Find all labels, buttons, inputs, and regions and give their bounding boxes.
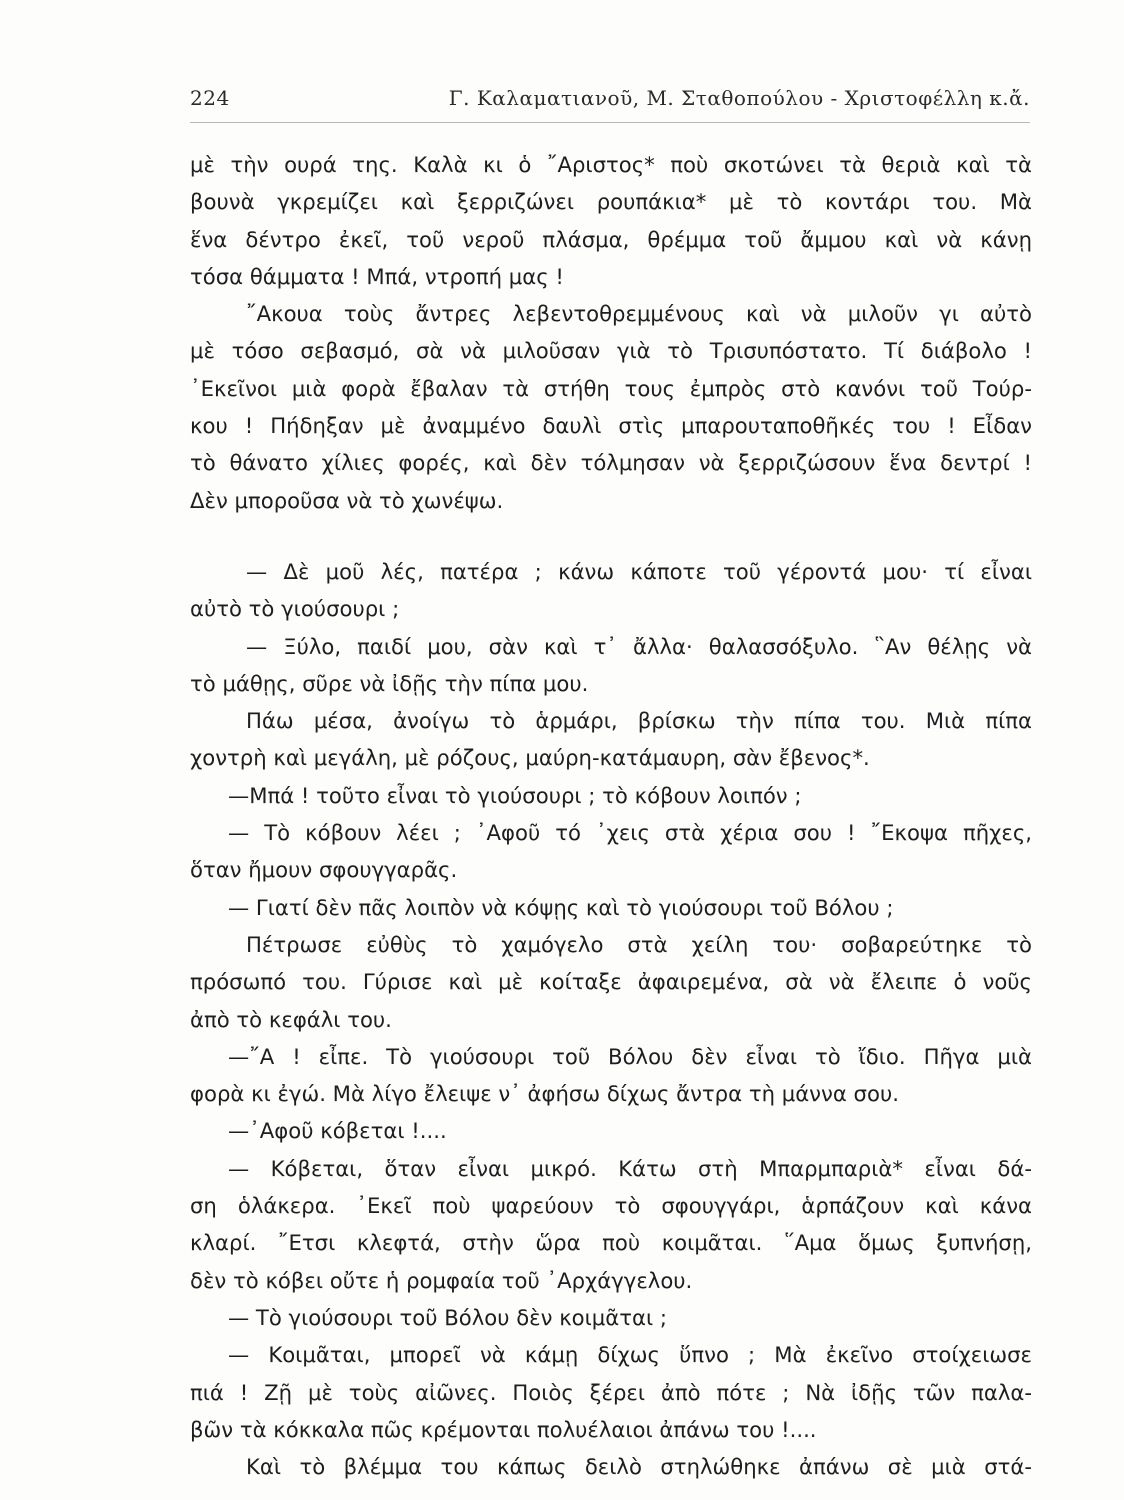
- dialogue-line: φορὰ κι ἐγώ. Μὰ λίγο ἔλειψε ν᾿ ἀφήσω δίχως ἄντρα τὴ μάννα σου.: [190, 1081, 899, 1107]
- dialogue-line: βῶν τὰ κόκκαλα πῶς κρέμονται πολυέλαιοι ἀπάνω του !....: [190, 1416, 817, 1442]
- text-line: ἕνα δέντρο ἐκεῖ, τοῦ νεροῦ πλάσμα, θρέμμα τοῦ ἄμμου καὶ νὰ κάνῃ: [190, 226, 1032, 252]
- body-text: [190, 146, 1032, 1485]
- dialogue-line: — Κοιμᾶται, μπορεῖ νὰ κάμῃ δίχως ὕπνο ; Μὰ ἐκεῖνο στοίχειωσε: [228, 1342, 1032, 1368]
- dialogue-line: αὐτὸ τὸ γιούσουρι ;: [190, 596, 400, 622]
- text-line: τόσα θάμματα ! Μπά, ντροπή μας !: [190, 263, 564, 289]
- text-line: βουνὰ γκρεμίζει καὶ ξερριζώνει ρουπάκια* μὲ τὸ κοντάρι του. Μὰ: [190, 189, 1032, 215]
- dialogue-line: Πάω μέσα, ἀνοίγω τὸ ἁρμάρι, βρίσκω τὴν πίπα του. Μιὰ πίπα: [246, 708, 1032, 734]
- text-line: μὲ τὴν ουρά της. Καλὰ κι ὁ ῎Αριστος* ποὺ σκοτώνει τὰ θεριὰ καὶ τὰ: [190, 152, 1032, 177]
- dialogue-line: — Ξύλο, παιδί μου, σὰν καὶ τ᾿ ἄλλα· θαλασσόξυλο. ῝Αν θέλῃς νὰ: [246, 633, 1032, 659]
- dialogue-line: —᾿Αφοῦ κόβεται !....: [228, 1118, 447, 1144]
- dialogue-line: —Μπά ! τοῦτο εἶναι τὸ γιούσουρι ; τὸ κόβουν λοιπόν ;: [228, 782, 802, 808]
- dialogue-line: Πέτρωσε εὐθὺς τὸ χαμόγελο στὰ χείλη του· σοβαρεύτηκε τὸ: [246, 931, 1032, 957]
- dialogue-line: ση ὁλάκερα. ᾿Εκεῖ ποὺ ψαρεύουν τὸ σφουγγάρι, ἁρπάζουν καὶ κάνα: [190, 1193, 1032, 1219]
- dialogue-line: ὅταν ἤμουν σφουγγαρᾶς.: [190, 857, 458, 883]
- dialogue-line: χοντρὴ καὶ μεγάλη, μὲ ρόζους, μαύρη-κατάμαυρη, σὰν ἔβενος*.: [190, 745, 870, 771]
- page-header: [190, 80, 1030, 116]
- dialogue-line: τὸ μάθῃς, σῦρε νὰ ἰδῇς τὴν πίπα μου.: [190, 670, 589, 696]
- dialogue-line: δὲν τὸ κόβει οὔτε ἡ ρομφαία τοῦ ᾿Αρχάγγελου.: [190, 1267, 693, 1293]
- dialogue-line: — Κόβεται, ὅταν εἶναι μικρό. Κάτω στὴ Μπαρμπαριὰ* εἶναι δά-: [228, 1155, 1032, 1181]
- dialogue-line: — Τὸ γιούσουρι τοῦ Βόλου δὲν κοιμᾶται ;: [228, 1304, 668, 1330]
- dialogue-line: —῎Α ! εἶπε. Τὸ γιούσουρι τοῦ Βόλου δὲν εἶναι τὸ ἴδιο. Πῆγα μιὰ: [228, 1043, 1032, 1069]
- text-line: Δὲν μποροῦσα νὰ τὸ χωνέψω.: [190, 487, 504, 513]
- dialogue-line: — Γιατί δὲν πᾶς λοιπὸν νὰ κόψῃς καὶ τὸ γιούσουρι τοῦ Βόλου ;: [228, 894, 894, 920]
- text-line: ῎Ακουα τοὺς ἄντρες λεβεντοθρεμμένους καὶ νὰ μιλοῦν γι αὐτὸ: [246, 301, 1032, 327]
- text-line: τὸ θάνατο χίλιες φορές, καὶ δὲν τόλμησαν νὰ ξερριζώσουν ἕνα δεντρί !: [190, 450, 1032, 476]
- dialogue-line: κλαρί. ῎Ετσι κλεφτά, στὴν ὥρα ποὺ κοιμᾶται. ῞Αμα ὅμως ξυπνήσῃ,: [190, 1230, 1032, 1256]
- text-line: κου ! Πήδηξαν μὲ ἀναμμένο δαυλὶ στὶς μπαρουταποθῆκές του ! Εἶδαν: [190, 413, 1032, 439]
- text-line: ᾿Εκεῖνοι μιὰ φορὰ ἔβαλαν τὰ στήθη τους ἐμπρὸς στὸ κανόνι τοῦ Τούρ-: [190, 375, 1032, 401]
- dialogue-line: Καὶ τὸ βλέμμα του κάπως δειλὸ στηλώθηκε ἀπάνω σὲ μιὰ στά-: [246, 1454, 1032, 1480]
- dialogue-line: ἀπὸ τὸ κεφάλι του.: [190, 1006, 392, 1032]
- section-gap: [190, 519, 1032, 553]
- header-rule: [190, 122, 1030, 123]
- dialogue-line: — Δὲ μοῦ λές, πατέρα ; κάνω κάποτε τοῦ γέροντά μου· τί εἶναι: [246, 558, 1032, 584]
- running-head: Γ. Καλαματιανοῦ, Μ. Σταθοπούλου - Χριστοφέλλη κ.ἄ.: [448, 86, 1030, 110]
- text-line: μὲ τόσο σεβασμό, σὰ νὰ μιλοῦσαν γιὰ τὸ Τρισυπόστατο. Τί διάβολο !: [190, 338, 1032, 364]
- dialogue-line: πιά ! Ζῇ μὲ τοὺς αἰῶνες. Ποιὸς ξέρει ἀπὸ πότε ; Νὰ ἰδῇς τῶν παλα-: [190, 1379, 1032, 1405]
- dialogue-section: [190, 553, 1032, 1485]
- dialogue-line: — Τὸ κόβουν λέει ; ᾿Αφοῦ τό ᾿χεις στὰ χέρια σου ! ῎Εκοψα πῆχες,: [228, 820, 1032, 846]
- page-number: 224: [190, 86, 230, 110]
- dialogue-line: πρόσωπό του. Γύρισε καὶ μὲ κοίταξε ἀφαιρεμένα, σὰ νὰ ἔλειπε ὁ νοῦς: [190, 969, 1032, 995]
